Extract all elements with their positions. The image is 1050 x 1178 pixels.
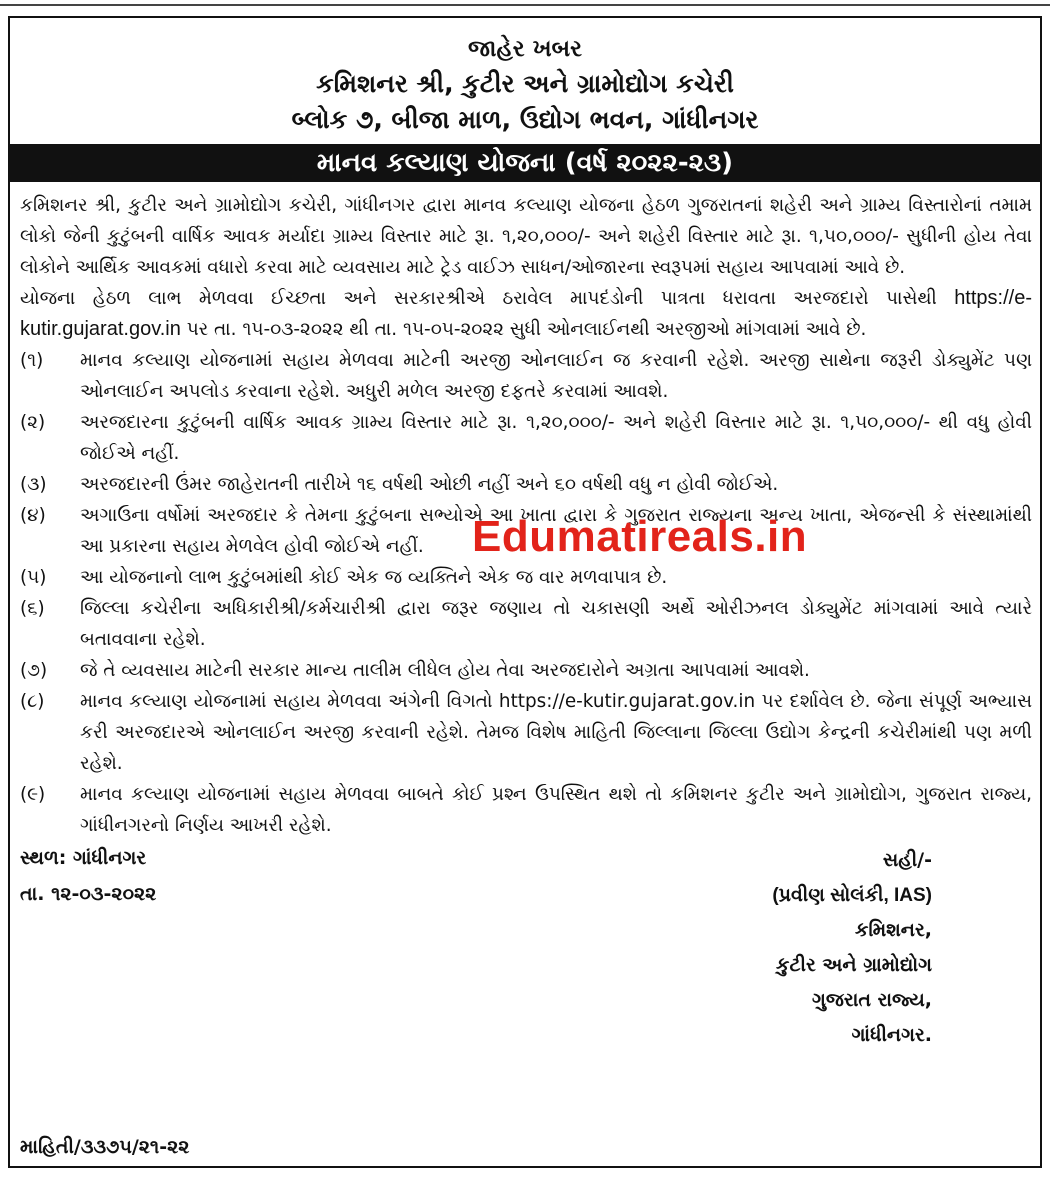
place-label: સ્થળ: ગાંધીનગર [20, 847, 147, 869]
list-item [20, 345, 1032, 407]
item-number: (૭) [20, 660, 48, 681]
signatory-name: (પ્રવીણ સોલંકી, IAS) [772, 885, 932, 906]
item-number: (૯) [20, 784, 46, 805]
notice-header [10, 18, 1040, 138]
intro-paragraph: કમિશનર શ્રી, કુટીર અને ગ્રામોદ્યોગ કચેરી, ગાંધીનગર દ્વારા માનવ કલ્યાણ યોજના હેઠળ ગુજરાતનાં શહેરી અને ગ્રામ્ય વિસ્તારોનાં તમામ લોકો જેની કુટુંબની વાર્ષિક આવક મર્યાદા ગ્રામ્ય વિસ્તાર માટે રૂા. ૧,૨૦,૦૦૦/- અને શહેરી વિસ્તાર માટે રૂા. ૧,૫૦,૦૦૦/- સુધીની હોય તેવા લોકોને આર્થિક આવકમાં વધારો કરવા માટે વ્યવસાય માટે ટ્રેડ વાઈઝ સાધન/ઓજારના સ્વરૂપમાં સહાય આપવામાં આવે છે. [20, 195, 1032, 278]
apply-paragraph [20, 283, 1032, 345]
list-item [20, 655, 1032, 686]
notice-frame [8, 16, 1042, 1168]
apply-text-post: પર તા. ૧૫-૦૩-૨૦૨૨ થી તા. ૧૫-૦૫-૨૦૨૨ સુધી ઓનલાઈનથી અરજીઓ માંગવામાં આવે છે. [180, 319, 867, 340]
item-text: જિલ્લા કચેરીના અધિકારીશ્રી/કર્મચારીશ્રી દ્વારા જરૂર જણાય તો ચકાસણી અર્થે ઓરીઝનલ ડોક્યુમેંટ માંગવામાં આવે ત્યારે બતાવવાના રહેશે. [80, 598, 1032, 650]
signatory-title-3: ગુજરાત રાજ્ય, [812, 989, 932, 1011]
portal-url-link[interactable]: https://e-kutir.gujarat.gov.in [20, 287, 1032, 340]
list-item [20, 686, 1032, 779]
notice-footer [20, 843, 1032, 1046]
item-text: અરજદારના કુટુંબની વાર્ષિક આવક ગ્રામ્ય વિસ્તાર માટે રૂા. ૧,૨૦,૦૦૦/- અને શહેરી વિસ્તાર માટે રૂા. ૧,૫૦,૦૦૦/- થી વધુ હોવી જોઈએ નહીં. [80, 412, 1032, 464]
item-number: (૨) [20, 412, 46, 433]
notice-body [10, 182, 1040, 1046]
signature-block [772, 843, 932, 1053]
item-number: (૪) [20, 505, 46, 526]
item-number: (૫) [20, 567, 47, 588]
list-item [20, 779, 1032, 841]
header-line-1: જાહેર ખબર [468, 36, 582, 62]
reference-number: માહિતી/૩૩૭૫/૨૧-૨૨ [20, 1136, 190, 1158]
item-text: જે તે વ્યવસાય માટેની સરકાર માન્ય તાલીમ લીધેલ હોય તેવા અરજદારોને અગ્રતા આપવામાં આવશે. [80, 660, 810, 681]
item-text: માનવ કલ્યાણ યોજનામાં સહાય મેળવવા અંગેની વિગતો https://e-kutir.gujarat.gov.in પર દર્શાવેલ છે. જેના સંપૂર્ણ અભ્યાસ કરી અરજદારએ ઓનલાઈન અરજી કરવાની રહેશે. તેમજ વિશેષ માહિતી જિલ્લાના જિલ્લા ઉદ્યોગ કેન્દ્રની કચેરીમાંથી પણ મળી રહેશે. [80, 691, 1032, 774]
signature-sign: સહી/- [882, 849, 932, 871]
header-line-3: બ્લોક ૭, બીજા માળ, ઉદ્યોગ ભવન, ગાંધીનગર [291, 105, 759, 134]
list-item [20, 562, 1032, 593]
signatory-title-4: ગાંધીનગર. [851, 1024, 932, 1046]
item-text: અગાઉના વર્ષોમાં અરજદાર કે તેમના કુટુંબના સભ્યોએ આ ખાતા દ્વારા કે ગુજરાત રાજ્યના અન્ય ખાતા, એજન્સી કે સંસ્થામાંથી આ પ્રકારના સહાય મેળવેલ હોવી જોઈએ નહીં. [80, 505, 1032, 557]
header-line-2: કમિશનર શ્રી, કુટીર અને ગ્રામોદ્યોગ કચેરી [316, 69, 734, 98]
item-text: અરજદારની ઉંમર જાહેરાતની તારીખે ૧૬ વર્ષથી ઓછી નહીં અને ૬૦ વર્ષથી વધુ ન હોવી જોઈએ. [80, 474, 779, 495]
top-rule [0, 4, 1050, 6]
signatory-title-1: કમિશનર, [855, 919, 932, 941]
item-text: આ યોજનાનો લાભ કુટુંબમાંથી કોઈ એક જ વ્યક્તિને એક જ વાર મળવાપાત્ર છે. [80, 567, 668, 588]
list-item [20, 469, 1032, 500]
list-item [20, 407, 1032, 469]
apply-text-pre: યોજના હેઠળ લાભ મેળવવા ઈચ્છતા અને સરકારશ્રીએ ઠરાવેલ માપદંડોની પાત્રતા ધરાવતા અરજદારો પાસેથી [20, 288, 955, 309]
item-number: (૩) [20, 474, 47, 495]
item-number: (૬) [20, 598, 45, 619]
item-number: (૮) [20, 691, 45, 712]
date-label: તા. ૧૨-૦૩-૨૦૨૨ [20, 883, 157, 905]
item-text: માનવ કલ્યાણ યોજનામાં સહાય મેળવવા માટેની અરજી ઓનલાઈન જ કરવાની રહેશે. અરજી સાથેના જરૂરી ડોક્યુમેંટ પણ ઓનલાઈન અપલોડ કરવાના રહેશે. અધુરી મળેલ અરજી દફતરે કરવામાં આવશે. [80, 350, 1032, 402]
scheme-banner: માનવ કલ્યાણ યોજના (વર્ષ ૨૦૨૨-૨૩) [10, 144, 1040, 182]
item-text: માનવ કલ્યાણ યોજનામાં સહાય મેળવવા બાબતે કોઈ પ્રશ્ન ઉપસ્થિત થશે તો કમિશનર કુટીર અને ગ્રામોદ્યોગ, ગુજરાત રાજ્ય, ગાંધીનગરનો નિર્ણય આખરી રહેશે. [80, 784, 1032, 836]
signatory-title-2: કુટીર અને ગ્રામોદ્યોગ [776, 954, 932, 976]
site-watermark: Edumatireals.in [472, 512, 808, 561]
list-item [20, 593, 1032, 655]
item-number: (૧) [20, 350, 44, 371]
